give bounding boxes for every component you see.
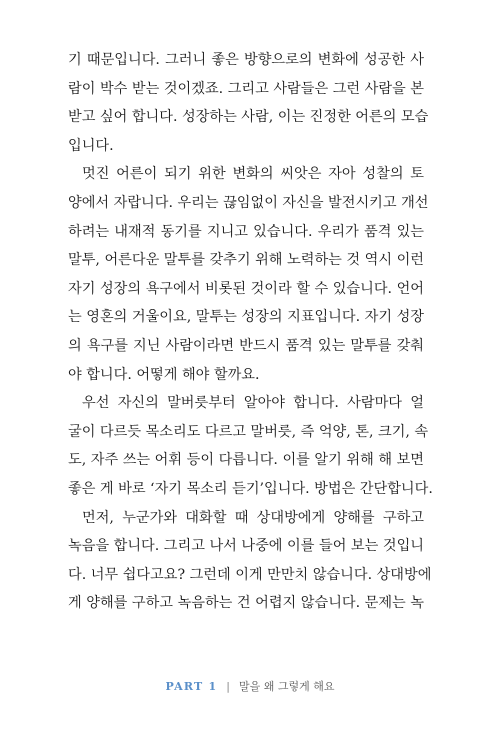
text-line: 는 영혼의 거울이요, 말투는 성장의 지표입니다. 자기 성장: [68, 309, 424, 326]
chapter-title: 말을 왜 그렇게 해요: [239, 680, 335, 693]
text-line: 기 때문입니다. 그러니 좋은 방향으로의 변화에 성공한 사: [68, 52, 424, 68]
text-line: 굴이 다르듯 목소리도 다르고 말버릇, 즉 억양, 톤, 크기, 속: [68, 423, 429, 440]
text-line: 말투, 어른다운 말투를 갖추기 위해 노력하는 것 역시 이런: [68, 252, 424, 269]
part-label: PART 1: [165, 680, 218, 693]
paragraph-1: [68, 46, 429, 160]
footer-separator: |: [226, 680, 231, 693]
text-line: 자기 성장의 욕구에서 비롯된 것이라 할 수 있습니다. 언어: [68, 280, 424, 297]
text-line: 게 양해를 구하고 녹음하는 건 어렵지 않습니다. 문제는 녹: [68, 595, 424, 612]
text-line: 우선 자신의 말버릇부터 알아야 합니다. 사람마다 얼: [82, 395, 424, 412]
text-line: 받고 싶어 합니다. 성장하는 사람, 이는 진정한 어른의 모습: [68, 109, 429, 126]
page-body: [68, 46, 433, 618]
text-line: 도, 자주 쓰는 어휘 등이 다릅니다. 이를 알기 위해 해 보면: [68, 452, 424, 469]
running-footer: [0, 678, 500, 694]
text-line: 멋진 어른이 되기 위한 변화의 씨앗은 자아 성찰의 토: [82, 166, 424, 183]
text-line: 의 욕구를 지닌 사람이라면 반드시 품격 있는 말투를 갖춰: [68, 337, 424, 354]
text-line: 다. 너무 쉽다고요? 그런데 이게 만만치 않습니다. 상대방에: [68, 566, 432, 583]
paragraph-2: [68, 160, 429, 389]
text-line: 녹음을 합니다. 그리고 나서 나중에 이를 들어 보는 것입니: [68, 538, 424, 555]
text-line: 좋은 게 바로 ‘자기 목소리 듣기’입니다. 방법은 간단합니다.: [68, 480, 433, 497]
text-line: 입니다.: [68, 137, 114, 154]
text-line: 양에서 자랍니다. 우리는 끊임없이 자신을 발전시키고 개선: [68, 194, 429, 211]
text-line: 하려는 내재적 동기를 지니고 있습니다. 우리가 품격 있는: [68, 223, 424, 240]
paragraph-4: [68, 504, 432, 618]
text-line: 야 합니다. 어떻게 해야 할까요.: [68, 366, 260, 383]
paragraph-3: [68, 389, 433, 503]
text-line: 먼저, 누군가와 대화할 때 상대방에게 양해를 구하고: [82, 509, 424, 526]
text-line: 람이 박수 받는 것이겠죠. 그리고 사람들은 그런 사람을 본: [68, 80, 424, 97]
